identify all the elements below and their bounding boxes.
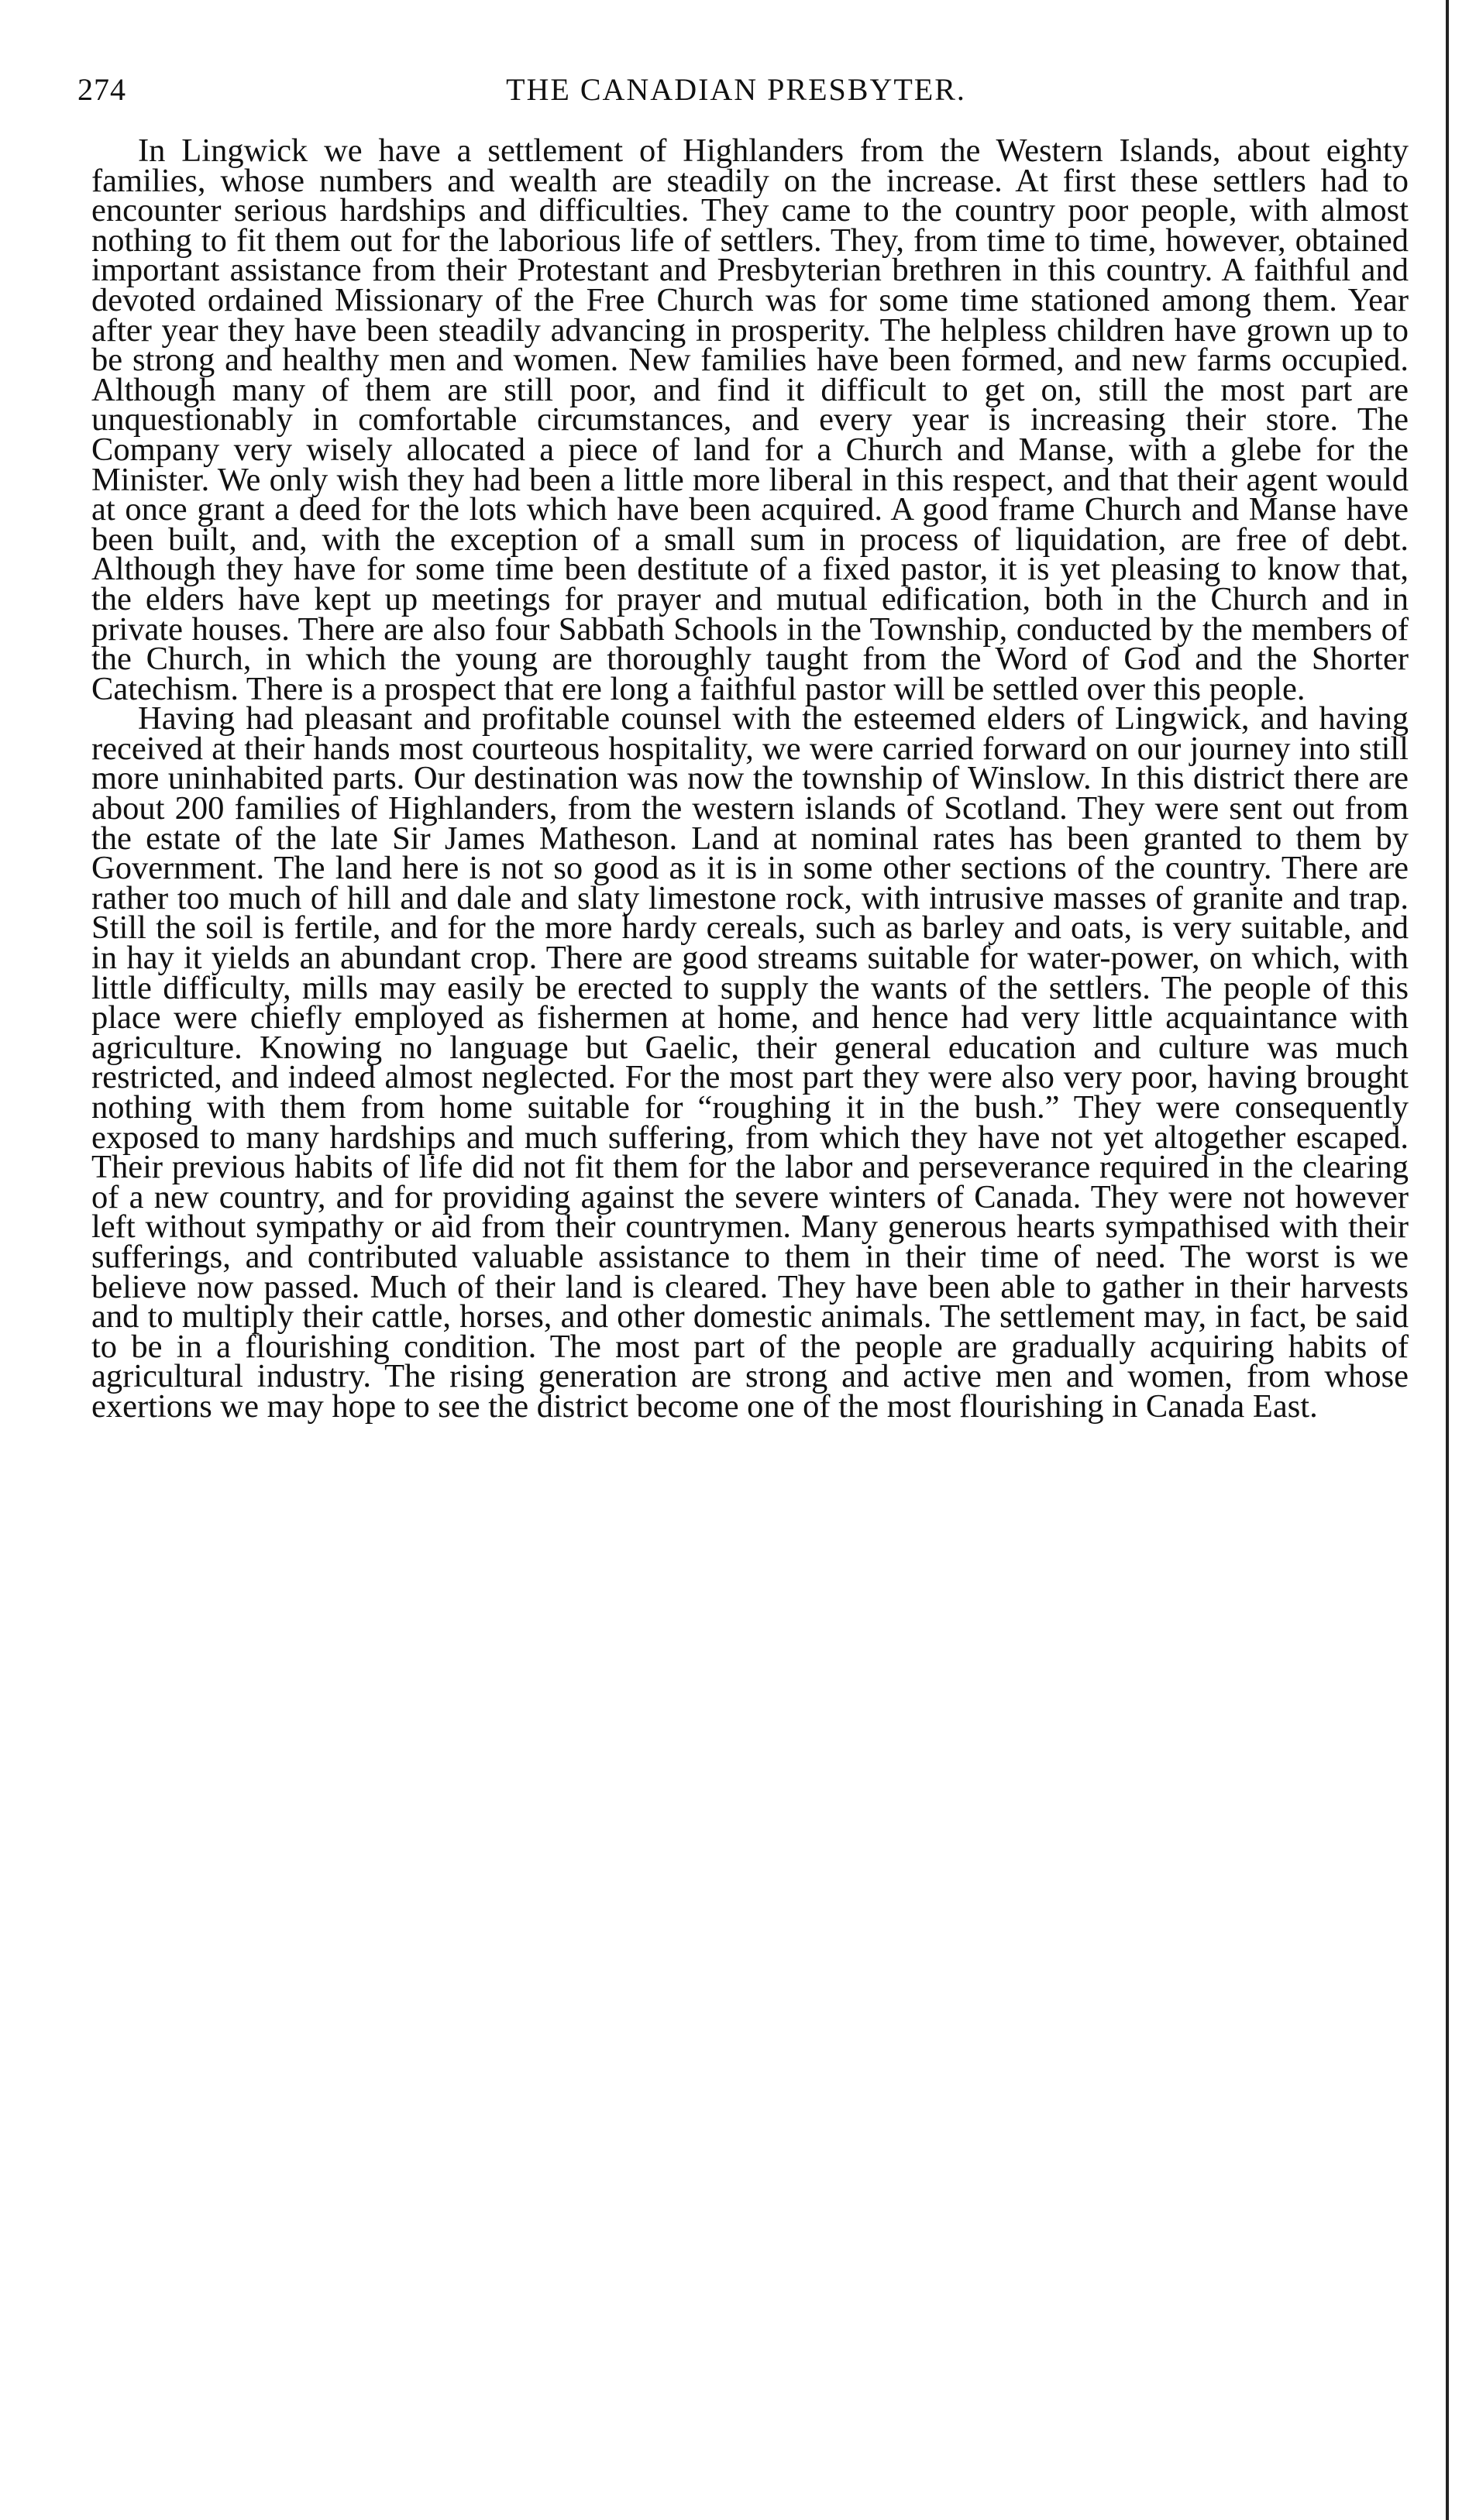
running-title: THE CANADIAN PRESBYTER. [506,72,966,107]
paragraph-winslow: Having had pleasant and profitable counsel with the esteemed elders of Lingwick, and having received at their hands most courteous hospitality, we were carried forward on our journey into still more uninhabited parts. Our destination was now the township of Winslow. In this district there are about 200 families of Highlanders, from the western islands of Scotland. They were sent out from the estate of the late Sir James Matheson. Land at nominal rates has been granted to them by Government. The land here is not so good as it is in some other sections of the country. There are rather too much of hill and dale and slaty limestone rock, with intrusive masses of granite and trap. Still the soil is fertile, and for the more hardy cereals, such as barley and oats, is very suitable, and in hay it yields an abundant crop. There are good streams suitable for water-power, on which, with little difficulty, mills may easily be erected to supply the wants of the settlers. The people of this place were chiefly employed as fishermen at home, and hence had very little acquaintance with agriculture. Knowing no language but Gaelic, their general education and culture was much restricted, and indeed almost neglected. For the most part they were also very poor, having brought nothing with them from home suitable for “roughing it in the bush.” They were consequently exposed to many hardships and much suffering, from which they have not yet altogether escaped. Their previous habits of life did not fit them for the labor and perseverance required in the clearing of a new country, and for providing against the severe winters of Canada. They were not however left without sympathy or aid from their countrymen. Many generous hearts sympathised with their sufferings, and contributed valuable assistance to them in their time of need. The worst is we believe now passed. Much of their land is cleared. They have been able to gather in their harvests and to multiply their cattle, horses, and other domestic animals. The settlement may, in fact, be said to be in a flourishing condition. The most part of the people are gradually acquiring habits of agricultural industry. The rising generation are strong and active men and women, from whose exertions we may hope to see the district become one of the most flourishing in Canada East. [91,700,1409,1425]
page-edge-rule [1446,0,1449,2520]
page-header [77,71,1395,118]
paragraph-lingwick: In Lingwick we have a settlement of Highlanders from the Western Islands, about eighty families, whose numbers and wealth are steadily on the increase. At first these settlers had to encounter serious hardships and difficulties. They came to the country poor people, with almost nothing to fit them out for the laborious life of settlers. They, from time to time, however, obtained important assistance from their Protestant and Presbyterian brethren in this country. A faithful and devoted ordained Missionary of the Free Church was for some time stationed among them. Year after year they have been steadily advancing in prosperity. The helpless children have grown up to be strong and healthy men and women. New families have been formed, and new farms occupied. Although many of them are still poor, and find it difficult to get on, still the most part are unquestionably in comfortable circumstances, and every year is increasing their store. The Company very wisely allocated a piece of land for a Church and Manse, with a glebe for the Minister. We only wish they had been a little more liberal in this respect, and that their agent would at once grant a deed for the lots which have been acquired. A good frame Church and Manse have been built, and, with the exception of a small sum in process of liquidation, are free of debt. Although they have for some time been destitute of a fixed pastor, it is yet pleasing to know that, the elders have kept up meetings for prayer and mutual edification, both in the Church and in private houses. There are also four Sabbath Schools in the Township, conducted by the members of the Church, in which the young are thoroughly taught from the Word of God and the Shorter Catechism. There is a prospect that ere long a faithful pastor will be settled over this people. [91,132,1409,707]
page-number: 274 [77,72,126,107]
body-text [91,132,1409,1425]
